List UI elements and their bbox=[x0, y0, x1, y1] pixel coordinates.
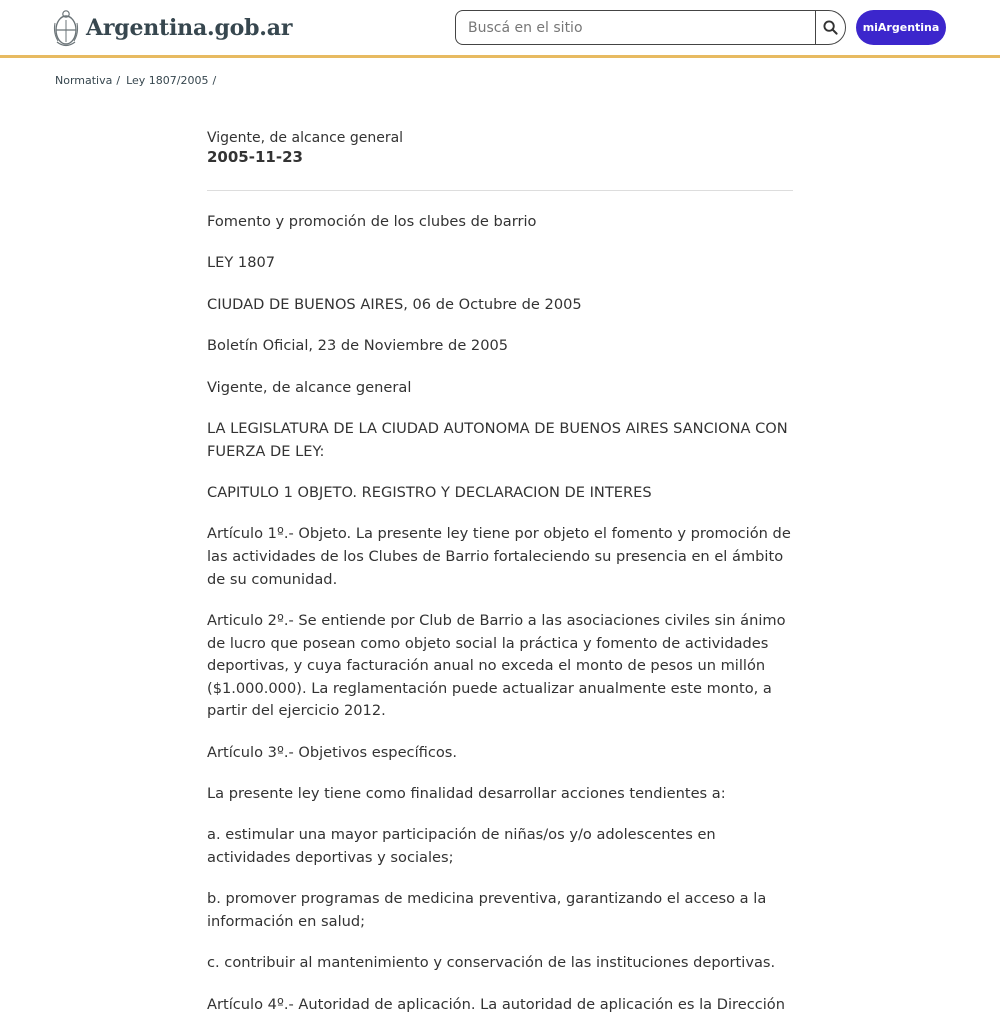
enacting-clause: LA LEGISLATURA DE LA CIUDAD AUTONOMA DE BUENOS AIRES SANCIONA CON FUERZA DE LEY: bbox=[207, 419, 788, 460]
search-input[interactable] bbox=[455, 10, 815, 45]
search-bar bbox=[455, 10, 846, 45]
law-status: Vigente, de alcance general bbox=[207, 378, 412, 396]
article-3-item-c: c. contribuir al mantenimiento y conservación de las instituciones deportivas. bbox=[207, 954, 776, 972]
coat-of-arms-icon bbox=[54, 9, 78, 48]
site-header bbox=[0, 0, 1000, 58]
article-3: Artículo 3º.- Objetivos específicos. bbox=[207, 743, 458, 761]
law-title: Fomento y promoción de los clubes de barrio bbox=[207, 213, 537, 230]
breadcrumb-normativa[interactable]: Normativa bbox=[55, 74, 113, 87]
law-place-date: CIUDAD DE BUENOS AIRES, 06 de Octubre de 2005 bbox=[207, 295, 582, 313]
breadcrumb-separator: / bbox=[116, 74, 121, 87]
article-3-item-b: b. promover programas de medicina preventiva, garantizando el acceso a la información en salud; bbox=[207, 890, 767, 931]
document-body bbox=[207, 211, 793, 1016]
document-date: 2005-11-23 bbox=[207, 148, 303, 166]
article-2: Articulo 2º.- Se entiende por Club de Barrio a las asociaciones civiles sin ánimo de lucro que posean como objeto social la práctica y fomento de actividades deportivas, y cuya facturación anual no exceda el monto de pesos un millón ($1.000.000). La reglamentación puede actualizar anualmente este monto, a partir del ejercicio 2012. bbox=[207, 611, 786, 720]
law-number: LEY 1807 bbox=[207, 254, 276, 272]
divider bbox=[207, 190, 793, 191]
article-3-intro: La presente ley tiene como finalidad desarrollar acciones tendientes a: bbox=[207, 785, 726, 803]
article-1: Artículo 1º.- Objeto. La presente ley tiene por objeto el fomento y promoción de las actividades de los Clubes de Barrio fortaleciendo su presencia en el ámbito de su comunidad. bbox=[207, 525, 791, 588]
article-4: Artículo 4º.- Autoridad de aplicación. La autoridad de aplicación es la Dirección bbox=[207, 995, 785, 1013]
document-status: Vigente, de alcance general bbox=[207, 130, 404, 146]
mi-argentina-button[interactable]: miArgentina bbox=[856, 10, 946, 45]
search-icon bbox=[823, 20, 838, 35]
boletin-oficial: Boletín Oficial, 23 de Noviembre de 2005 bbox=[207, 337, 509, 355]
search-button[interactable] bbox=[815, 10, 846, 45]
breadcrumb-separator: / bbox=[212, 74, 217, 87]
breadcrumb bbox=[55, 74, 222, 87]
chapter-heading: CAPITULO 1 OBJETO. REGISTRO Y DECLARACION DE INTERES bbox=[207, 483, 652, 501]
site-logo[interactable] bbox=[54, 8, 292, 48]
law-document bbox=[207, 129, 793, 1035]
article-3-item-a: a. estimular una mayor participación de niñas/os y/o adolescentes en actividades deportivas y sociales; bbox=[207, 826, 716, 867]
site-name: Argentina.gob.ar bbox=[86, 15, 293, 41]
breadcrumb-ley[interactable]: Ley 1807/2005 bbox=[126, 74, 209, 87]
